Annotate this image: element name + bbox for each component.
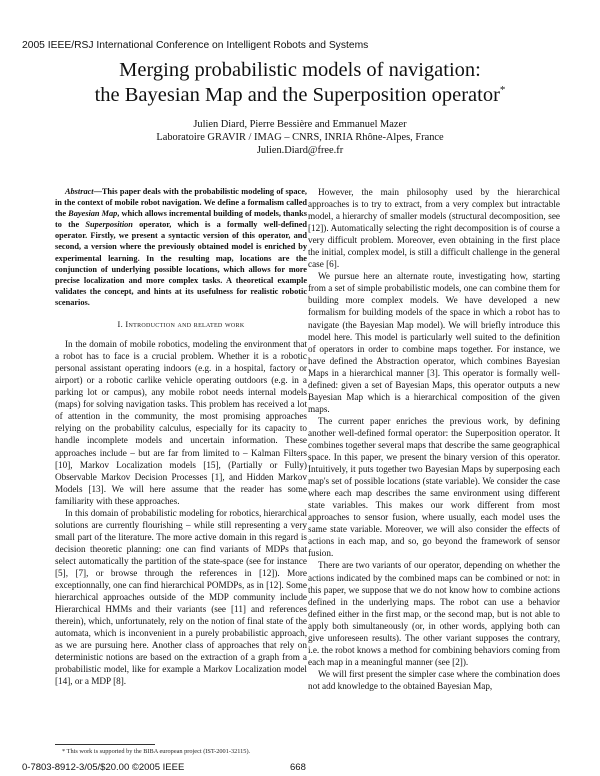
abstract-text-1: This paper deals with the probabilistic modeling of space, in the context of mobile robot navigation. We define a formalism called the [55,187,307,219]
paper-title-line-1: Merging probabilistic models of navigation: [119,59,481,81]
left-paragraph-2: In this domain of probabilistic modeling for robotics, hierarchical solutions are currently flourishing – while still representing a very small part of the literature. The more active domain in this regard is decision theoretic planning: one can find variants of MDPs that select automatically the partition of the state-space (see for instance [5], [7], or browse through the references in [12]). More exceptionnally, one can find hierarchical POMDPs, as in [12]. Some hierarchical approaches outside of the MDP community include Hierarchical HMMs and their variants (see [11] and references therein), which, unfortunately, rely on the notion of final state of the automata, which is inconvenient in a purely probabilistic approach, as we are pursuing here. Another class of approaches that rely on deterministic notions are based on the extraction of a graph from a probabilistic model, like for example a Markov Localization model [14], or a MDP [8]. [55,507,307,687]
footer-isbn: 0-7803-8912-3/05/$20.00 ©2005 IEEE [22,762,185,773]
footnote-rule [55,744,155,745]
author-email: Julien.Diard@free.fr [256,145,344,156]
right-paragraph-3: The current paper enriches the previous work, by defining another well-defined formal operator: the Superposition operator. It combines together several maps that describe the same geographical space. In this paper, we present the binary version of this operator. Intuitively, it puts together two Bayesian Maps by superposing each map's set of possible locations (state variable). We consider the case where each map describes the same environment using different state variables. This makes our work different from most approaches to sensor fusion, where usually, each model uses the same state variable. Moreover, we will also consider the effects of actions in each map, and so, go beyond the framework of sensor fusion. [308,415,560,559]
left-paragraph-1: In the domain of mobile robotics, modeling the environment that a robot has to face is a crucial problem. Whether it is a robotic personal assistant operating indoors (e.g. in a hospital, factory or airport) or a robotic carlike vehicle operating outdoors (e.g. in a parking lot or campus), any mobile robot needs internal models (maps) for solving navigation tasks. This problem has received a lot of attention in the community, the most promising approaches relying on the probability calculus, especially for its capacity to handle incomplete models and uncertain information. These approaches include – but are far from limited to – Kalman Filters [10], Markov Localization models [15], (Partially or Fully) Observable Markov Decision Processes [1], and Hidden Markov Models [13]. We will here assume that the reader has some familiarity with these approaches. [55,339,307,506]
footnote: * This work is supported by the BIBA european project (IST-2001-32115). [62,748,251,755]
abstract-label: Abstract [65,187,94,196]
abstract-term-bayesian-map: Bayesian Map [68,209,118,219]
paper-title-line-2 [0,83,600,107]
footer-page-number: 668 [290,762,306,773]
abstract-term-superposition: Superposition [85,220,133,230]
author-affiliation: Laboratoire GRAVIR / IMAG – CNRS, INRIA Rhône-Alpes, France [156,132,444,143]
right-column [308,186,560,692]
right-paragraph-2: We pursue here an alternate route, investigating how, starting from a set of simple probabilistic models, one can combine them for building more complex models. We have developed a new formalism for building models of the space in which a robot has to navigate (the Bayesian Map model). We will briefly introduce this model here. This model is particularly well suited to the definition of operators in order to combine maps together. For instance, we have defined the Abstraction operator, which combines Bayesian Maps in a hierarchical manner [3]. This operator is formally well-defined: given a set of Bayesian Maps, this operator outputs a new Bayesian Map which is a hierarchical composition of the given maps. [308,271,560,414]
right-paragraph-4: There are two variants of our operator, depending on whether the actions indicated by the combined maps can be combined or not: in this paper, we suppose that we do not know how to combine actions defined in the underlying maps. The robot can use a behavior defined either in the first map, or the second map, but is not able to apply both simultaneously (or, in other words, applying both can give unforeseen results). The other variant supposes the contrary, i.e. the robot knows a method for combining behaviors coming from each map in a meaningful manner (see [2]). [308,560,560,667]
abstract-dash: — [93,187,102,196]
author-names: Julien Diard, Pierre Bessière and Emmanuel Mazer [193,119,407,130]
abstract [55,186,307,308]
right-paragraph-1: However, the main philosophy used by the hierarchical approaches is to try to extract, from a very complex but intractable model, a hierarchy of smaller models (structural decomposition, see [12]). Automatically selecting the right decomposition is of course a very difficult problem. Moreover, even obtaining in the first place the initial, complex model, is still a difficult challenge in the general case [6]. [308,187,560,270]
abstract-text-2: , which allows incremental building of models, thanks to the [55,209,308,230]
right-paragraph-5: We will first present the simpler case where the combination does not add knowledge to the obtained Bayesian Map, [308,668,560,691]
title-footnote-mark: * [499,84,506,97]
author-block [0,118,600,157]
conference-header: 2005 IEEE/RSJ International Conference on Intelligent Robots and Systems [22,40,369,51]
section-heading-introduction: I. Introduction and related work [117,320,245,330]
paper-title-text: the Bayesian Map and the Superposition operator [94,84,500,106]
abstract-text-3: operator, which is a formally well-defined operator. Firstly, we present a syntactic version of this operator, and second, a version where the previously obtained model is enriched by experimental learning. In the resulting map, locations are the conjunction of underlying possible locations, which allows for more precise localization and more complex tasks. A theoretical example validates the concept, and hints at its usefulness for realistic robotic scenarios. [55,220,307,307]
left-column [55,186,307,687]
